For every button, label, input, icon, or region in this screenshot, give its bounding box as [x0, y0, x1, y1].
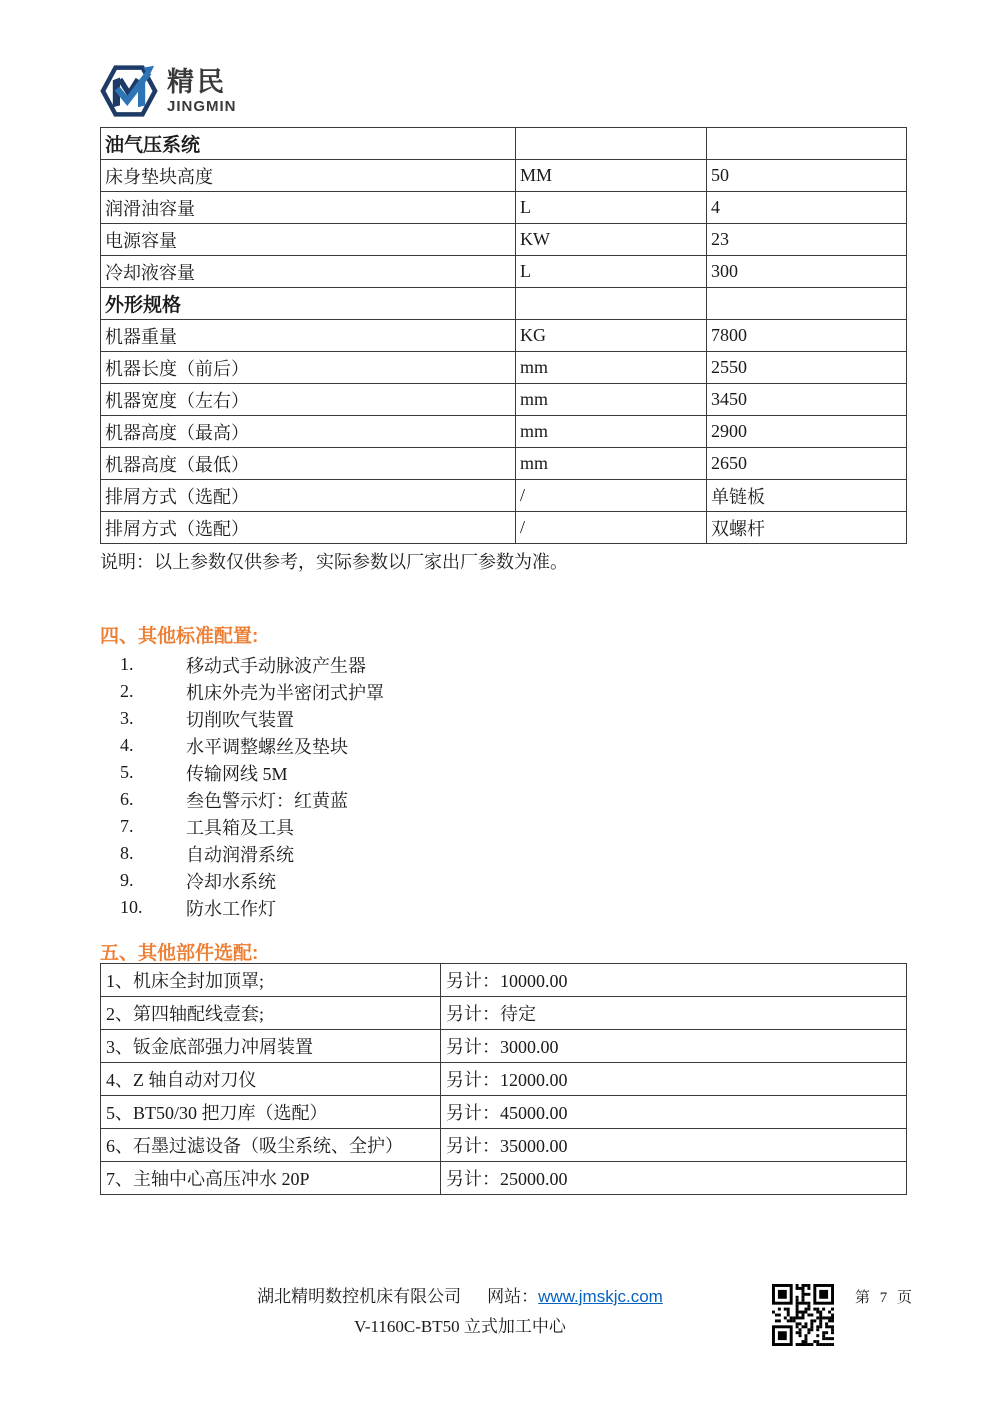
- spec-unit-cell: mm: [516, 352, 707, 384]
- spec-value-cell: 2900: [707, 416, 907, 448]
- spec-unit-cell: /: [516, 512, 707, 544]
- disclaimer-note: 说明：以上参数仅供参考，实际参数以厂家出厂参数为准。: [100, 552, 568, 572]
- spec-unit-cell: mm: [516, 384, 707, 416]
- list-item-text: 水平调整螺丝及垫块: [186, 736, 348, 757]
- option-item-cell: 6、石墨过滤设备（吸尘系统、全护）: [101, 1129, 441, 1162]
- list-item: [120, 840, 384, 867]
- list-item-number: 5.: [120, 762, 134, 782]
- website-link[interactable]: www.jmskjc.com: [538, 1287, 663, 1306]
- list-item-number: 9.: [120, 870, 134, 890]
- spec-name-cell: 机器长度（前后）: [101, 352, 516, 384]
- option-price-cell: 另计：12000.00: [441, 1063, 907, 1096]
- option-table-row: [101, 1063, 907, 1096]
- list-item-text: 叁色警示灯：红黄蓝: [186, 790, 348, 811]
- spec-table-row: [101, 192, 907, 224]
- spec-name-cell: 排屑方式（选配）: [101, 512, 516, 544]
- section4-title: 四、其他标准配置:: [100, 626, 259, 647]
- spec-value-cell: 2650: [707, 448, 907, 480]
- list-item-text: 机床外壳为半密闭式护罩: [186, 682, 384, 703]
- spec-value-cell: 7800: [707, 320, 907, 352]
- option-price-cell: 另计：3000.00: [441, 1030, 907, 1063]
- spec-value-cell: [707, 288, 907, 320]
- option-table-row: [101, 1129, 907, 1162]
- logo-chinese-name: 精民: [167, 66, 227, 97]
- section5-title: 五、其他部件选配:: [100, 943, 259, 964]
- spec-table-row: [101, 256, 907, 288]
- option-item-cell: 3、钣金底部强力冲屑装置: [101, 1030, 441, 1063]
- list-item-text: 传输网线 5M: [186, 763, 288, 784]
- spec-name-cell: 机器高度（最低）: [101, 448, 516, 480]
- list-item-text: 冷却水系统: [186, 871, 276, 892]
- spec-unit-cell: KG: [516, 320, 707, 352]
- list-item-number: 1.: [120, 654, 134, 674]
- list-item-number: 2.: [120, 681, 134, 701]
- option-price-cell: 另计：10000.00: [441, 964, 907, 997]
- logo-english-name: JINGMIN: [167, 97, 237, 115]
- spec-unit-cell: KW: [516, 224, 707, 256]
- qr-code: [772, 1284, 834, 1346]
- list-item: [120, 732, 384, 759]
- list-item-text: 工具箱及工具: [186, 817, 294, 838]
- option-price-cell: 另计：25000.00: [441, 1162, 907, 1195]
- list-item-text: 切削吹气装置: [186, 709, 294, 730]
- spec-unit-cell: mm: [516, 448, 707, 480]
- list-item: [120, 759, 384, 786]
- spec-name-cell: 润滑油容量: [101, 192, 516, 224]
- list-item-number: 4.: [120, 735, 134, 755]
- list-item-number: 3.: [120, 708, 134, 728]
- option-item-cell: 1、机床全封加顶罩;: [101, 964, 441, 997]
- company-name: 湖北精明数控机床有限公司: [257, 1287, 462, 1306]
- spec-table-row: [101, 384, 907, 416]
- option-item-cell: 2、第四轴配线壹套;: [101, 997, 441, 1030]
- spec-unit-cell: L: [516, 192, 707, 224]
- spec-name-cell: 机器高度（最高）: [101, 416, 516, 448]
- option-price-cell: 另计：35000.00: [441, 1129, 907, 1162]
- spec-table-row: [101, 480, 907, 512]
- spec-unit-cell: mm: [516, 416, 707, 448]
- options-table: [100, 963, 907, 1195]
- option-table-row: [101, 997, 907, 1030]
- spec-table-row: [101, 224, 907, 256]
- option-item-cell: 7、主轴中心高压冲水 20P: [101, 1162, 441, 1195]
- spec-table-row: [101, 288, 907, 320]
- list-item: [120, 705, 384, 732]
- spec-value-cell: 23: [707, 224, 907, 256]
- spec-name-cell: 冷却液容量: [101, 256, 516, 288]
- spec-table-row: [101, 352, 907, 384]
- spec-value-cell: 50: [707, 160, 907, 192]
- option-table-row: [101, 1030, 907, 1063]
- option-table-row: [101, 964, 907, 997]
- list-item-number: 10.: [120, 897, 143, 917]
- list-item: [120, 813, 384, 840]
- spec-value-cell: 3450: [707, 384, 907, 416]
- spec-table-row: [101, 160, 907, 192]
- spec-name-cell: 机器宽度（左右）: [101, 384, 516, 416]
- spec-name-cell: 床身垫块高度: [101, 160, 516, 192]
- spec-table: [100, 127, 907, 544]
- list-item: [120, 678, 384, 705]
- logo-text: [167, 66, 237, 115]
- spec-table-row: [101, 416, 907, 448]
- company-logo: [100, 64, 237, 118]
- spec-unit-cell: /: [516, 480, 707, 512]
- page-number: 第 7 页: [855, 1290, 916, 1306]
- list-item: [120, 786, 384, 813]
- spec-unit-cell: [516, 128, 707, 160]
- website-label: 网站：: [487, 1287, 539, 1306]
- spec-value-cell: 双螺杆: [707, 512, 907, 544]
- list-item: [120, 867, 384, 894]
- option-item-cell: 5、BT50/30 把刀库（选配）: [101, 1096, 441, 1129]
- spec-name-cell: 机器重量: [101, 320, 516, 352]
- spec-name-cell: 排屑方式（选配）: [101, 480, 516, 512]
- logo-hexagon-icon: [100, 64, 158, 118]
- list-item: [120, 894, 384, 921]
- spec-value-cell: 单链板: [707, 480, 907, 512]
- list-item-number: 6.: [120, 789, 134, 809]
- spec-value-cell: 2550: [707, 352, 907, 384]
- list-item-text: 自动润滑系统: [186, 844, 294, 865]
- spec-unit-cell: MM: [516, 160, 707, 192]
- list-item-text: 防水工作灯: [186, 898, 276, 919]
- spec-value-cell: 300: [707, 256, 907, 288]
- spec-table-row: [101, 448, 907, 480]
- option-price-cell: 另计：45000.00: [441, 1096, 907, 1129]
- spec-table-row: [101, 320, 907, 352]
- list-item: [120, 651, 384, 678]
- spec-name-cell: 电源容量: [101, 224, 516, 256]
- model-line: V-1160C-BT50 立式加工中心: [354, 1317, 566, 1336]
- list-item-number: 8.: [120, 843, 134, 863]
- option-table-row: [101, 1096, 907, 1129]
- spec-value-cell: [707, 128, 907, 160]
- spec-unit-cell: L: [516, 256, 707, 288]
- list-item-number: 7.: [120, 816, 134, 836]
- option-item-cell: 4、Z 轴自动对刀仪: [101, 1063, 441, 1096]
- standard-config-list: [120, 651, 384, 921]
- spec-table-row: [101, 512, 907, 544]
- option-price-cell: 另计：待定: [441, 997, 907, 1030]
- spec-table-row: [101, 128, 907, 160]
- option-table-row: [101, 1162, 907, 1195]
- spec-name-cell: 外形规格: [101, 288, 516, 320]
- spec-name-cell: 油气压系统: [101, 128, 516, 160]
- spec-unit-cell: [516, 288, 707, 320]
- spec-value-cell: 4: [707, 192, 907, 224]
- list-item-text: 移动式手动脉波产生器: [186, 655, 366, 676]
